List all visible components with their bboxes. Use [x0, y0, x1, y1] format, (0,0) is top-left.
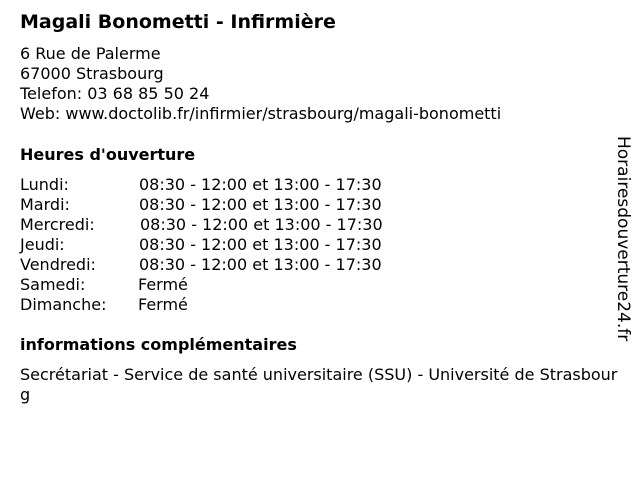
day-hours: 08:30 - 12:00 et 13:00 - 17:30	[139, 195, 382, 214]
day-hours: 08:30 - 12:00 et 13:00 - 17:30	[139, 175, 382, 194]
page-title: Magali Bonometti - Infirmière	[20, 11, 336, 33]
day-hours: 08:30 - 12:00 et 13:00 - 17:30	[139, 255, 382, 274]
day-hours: 08:30 - 12:00 et 13:00 - 17:30	[139, 235, 382, 254]
info-text: Secrétariat - Service de santé universitaire (SSU) - Université de Strasbourg	[20, 365, 618, 404]
day-hours: Fermé	[138, 295, 188, 314]
street-address: 6 Rue de Palerme	[20, 44, 161, 63]
address-block	[20, 44, 501, 124]
info-heading: informations complémentaires	[20, 335, 297, 354]
day-label: Mardi:	[20, 195, 70, 214]
day-hours: Fermé	[138, 275, 188, 294]
day-hours: 08:30 - 12:00 et 13:00 - 17:30	[140, 215, 383, 234]
day-label: Jeudi:	[20, 235, 65, 254]
watermark: Horairesdouverture24.fr	[613, 136, 633, 342]
website: Web: www.doctolib.fr/infirmier/strasbourg/magali-bonometti	[20, 104, 502, 123]
day-label: Samedi:	[20, 275, 86, 294]
day-label: Lundi:	[20, 175, 69, 194]
day-label: Vendredi:	[20, 255, 96, 274]
day-label: Dimanche:	[20, 295, 107, 314]
hours-heading: Heures d'ouverture	[20, 145, 196, 164]
phone-number: Telefon: 03 68 85 50 24	[20, 84, 210, 103]
city-postcode: 67000 Strasbourg	[20, 64, 164, 83]
day-label: Mercredi:	[20, 215, 95, 234]
